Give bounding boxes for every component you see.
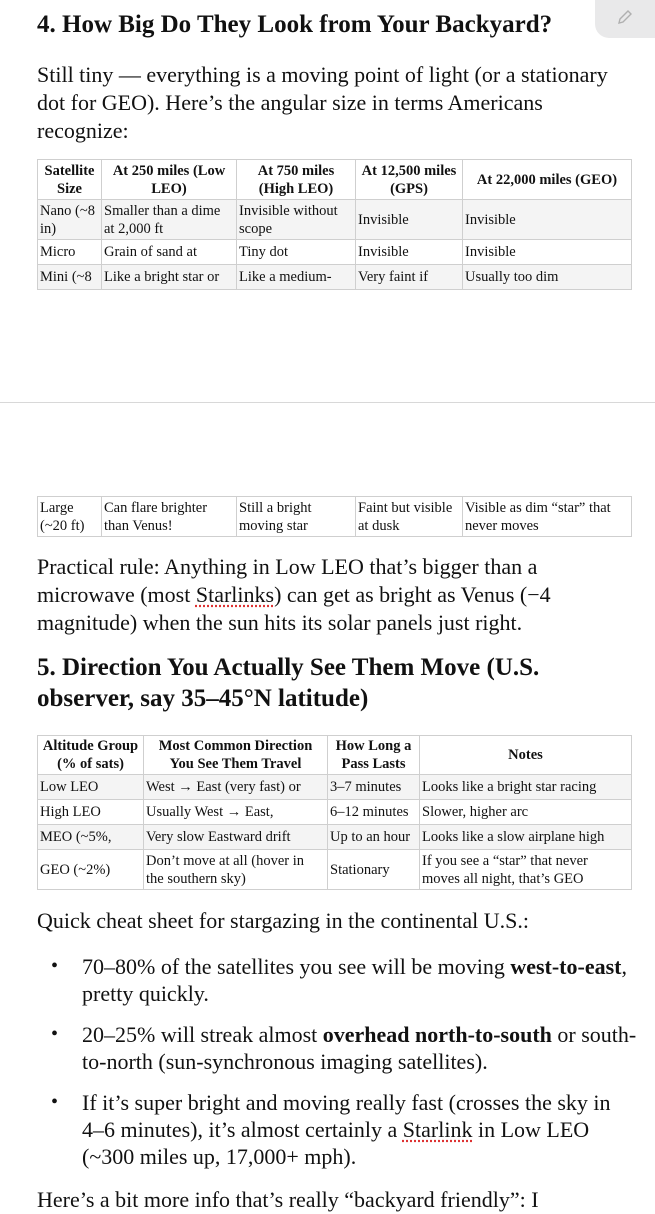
table-row (38, 497, 632, 537)
table-row (38, 240, 632, 265)
direction-table-header (38, 736, 632, 775)
bullet-text: 20–25% will streak almost (82, 1022, 323, 1047)
table-header-cell: Most Common Direction You See Them Travel (144, 736, 328, 775)
table-cell: Stationary (328, 850, 420, 890)
table-header-cell: At 12,500 miles (GPS) (356, 160, 463, 200)
table-cell: Micro (38, 240, 102, 265)
table-header-cell: At 22,000 miles (GEO) (463, 160, 632, 200)
cheat-sheet-intro: Quick cheat sheet for stargazing in the continental U.S.: (37, 908, 530, 933)
table-cell: Invisible (356, 240, 463, 265)
table-cell: Visible as dim “star” that never moves (463, 497, 632, 537)
table-cell: Tiny dot (237, 240, 356, 265)
table-cell: Low LEO (38, 775, 144, 800)
bullet-icon: • (51, 955, 59, 977)
table-row (38, 775, 632, 800)
table-cell: Invisible (463, 240, 632, 265)
starlinks-link[interactable]: Starlinks (195, 582, 275, 607)
table-cell: High LEO (38, 800, 144, 825)
table-cell: Looks like a bright star racing (420, 775, 632, 800)
table-cell: If you see a “star” that never moves all night, that’s GEO (420, 850, 632, 890)
table-cell: Like a bright star or (102, 265, 237, 290)
table-cell: Usually West → East, (144, 800, 328, 825)
rule-text: Practical rule: Anything in Low LEO that’s bigger than a microwave (most (37, 554, 538, 607)
rule-text: ) can get as bright as Venus (−4 magnitude) when the sun hits its solar panels just right. (37, 582, 551, 635)
list-item (37, 953, 637, 1007)
table-row (38, 800, 632, 825)
table-cell: MEO (~5%, (38, 825, 144, 850)
table-row (38, 825, 632, 850)
table-cell: Looks like a slow airplane high (420, 825, 632, 850)
table-cell: Very faint if (356, 265, 463, 290)
table-cell: Large (~20 ft) (38, 497, 102, 537)
table-cell: Nano (~8 in) (38, 200, 102, 240)
table-cell: Don’t move at all (hover in the southern sky) (144, 850, 328, 890)
table-header-cell: At 750 miles (High LEO) (237, 160, 356, 200)
table-header-cell: At 250 miles (Low LEO) (102, 160, 237, 200)
table-cell: Mini (~8 (38, 265, 102, 290)
bullet-text: or south-to-north (sun-synchronous imaging satellites). (82, 1022, 637, 1074)
bullet-icon: • (51, 1091, 59, 1113)
list-item (37, 1021, 637, 1075)
bullet-text: 70–80% of the satellites you see will be moving (82, 954, 511, 979)
cheat-sheet-list (37, 953, 637, 1184)
bullet-bold-text: west-to-east (510, 954, 622, 979)
table-cell: Slower, higher arc (420, 800, 632, 825)
bullet-bold-text: overhead north-to-south (322, 1022, 552, 1047)
table-cell: GEO (~2%) (38, 850, 144, 890)
table-cell: Like a medium- (237, 265, 356, 290)
section4-intro: Still tiny — everything is a moving point of light (or a stationary dot for GEO). Here’s the angular size in terms Americans recognize: (37, 62, 608, 143)
bullet-icon: • (51, 1023, 59, 1045)
list-item (37, 1089, 637, 1170)
bullet-text: in Low LEO (~300 miles up, 17,000+ mph). (82, 1117, 590, 1169)
table-header-cell: How Long a Pass Lasts (328, 736, 420, 775)
table-cell: West → East (very fast) or (144, 775, 328, 800)
table-cell: Very slow Eastward drift (144, 825, 328, 850)
direction-table (37, 735, 632, 890)
table-cell: 6–12 minutes (328, 800, 420, 825)
table-cell: 3–7 minutes (328, 775, 420, 800)
table-cell: Can flare brighter than Venus! (102, 497, 237, 537)
section5-heading: 5. Direction You Actually See Them Move (U.S. observer, say 35–45°N latitude) (37, 654, 540, 712)
practical-rule (37, 553, 637, 637)
table-header-cell: Notes (420, 736, 632, 775)
bullet-text: If it’s super bright and moving really fast (crosses the sky in 4–6 minutes), it’s almost certainly a (82, 1090, 611, 1142)
page-break (0, 402, 655, 496)
table-header-cell: Altitude Group (% of sats) (38, 736, 144, 775)
table-cell: Invisible (463, 200, 632, 240)
table-row (38, 200, 632, 240)
table-header-cell: Satellite Size (38, 160, 102, 200)
size-table-continued (37, 496, 632, 537)
section4-heading: 4. How Big Do They Look from Your Backyard? (37, 11, 553, 38)
table-row (38, 850, 632, 890)
table-cell: Grain of sand at (102, 240, 237, 265)
size-table-header (38, 160, 632, 200)
bullet-text: , pretty quickly. (82, 954, 627, 1006)
table-cell: Invisible without scope (237, 200, 356, 240)
table-cell: Invisible (356, 200, 463, 240)
starlink-link[interactable]: Starlink (402, 1117, 473, 1142)
table-cell: Still a bright moving star (237, 497, 356, 537)
table-row (38, 265, 632, 290)
edit-icon (616, 8, 634, 31)
corner-edit-button[interactable] (595, 0, 655, 38)
size-table (37, 159, 632, 290)
table-cell: Usually too dim (463, 265, 632, 290)
table-cell: Faint but visible at dusk (356, 497, 463, 537)
table-cell: Up to an hour (328, 825, 420, 850)
cutoff-text: Here’s a bit more info that’s really “backyard friendly”: I (37, 1187, 539, 1212)
table-cell: Smaller than a dime at 2,000 ft (102, 200, 237, 240)
